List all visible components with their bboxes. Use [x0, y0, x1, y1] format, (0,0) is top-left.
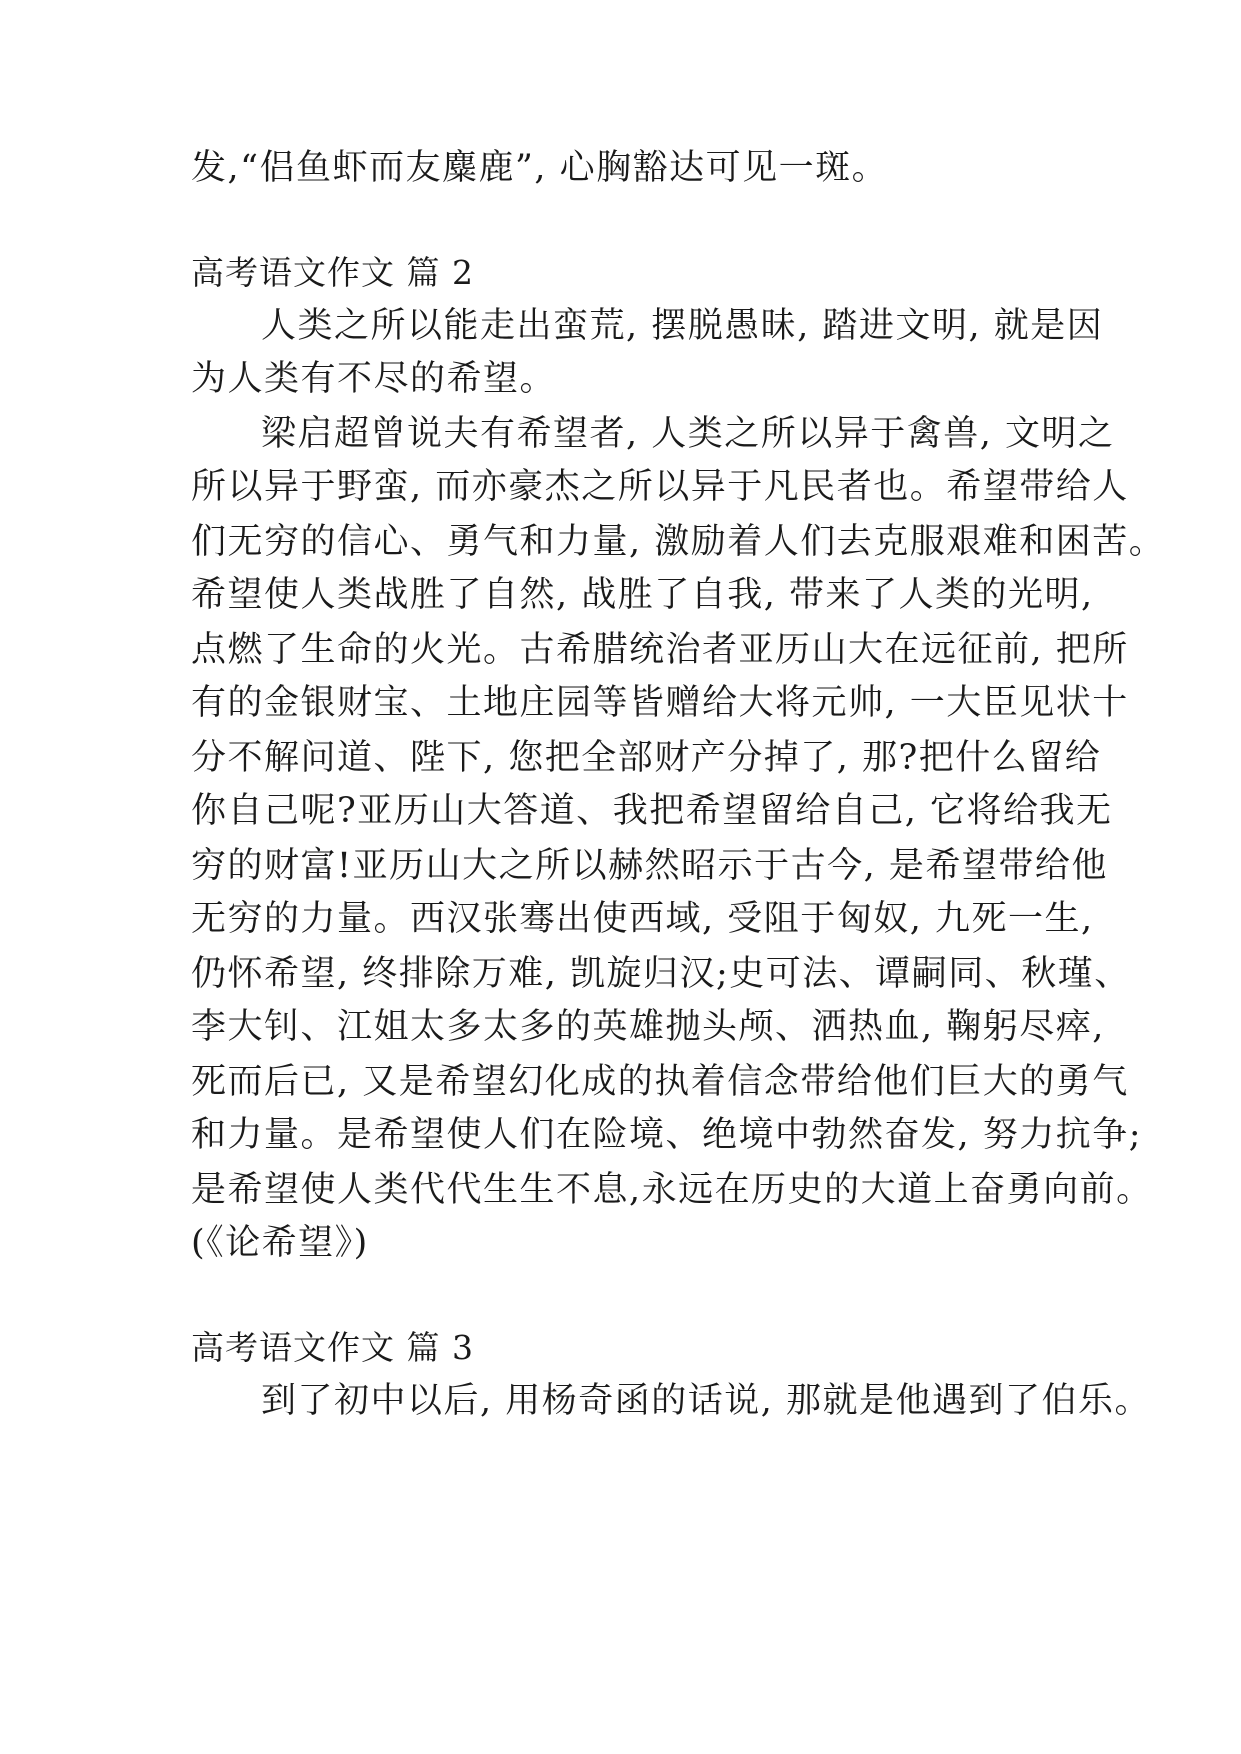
paragraph-line: 无穷的力量。西汉张骞出使西域, 受阻于匈奴, 九死一生,: [191, 899, 1094, 939]
paragraph-line: 你自己呢?亚历山大答道、我把希望留给自己, 它将给我无: [191, 791, 1113, 831]
paragraph-line: (《论希望》): [191, 1223, 369, 1263]
paragraph-line: 死而后已, 又是希望幻化成的执着信念带给他们巨大的勇气: [191, 1062, 1129, 1102]
paragraph-line: 分不解问道、陛下, 您把全部财产分掉了, 那?把什么留给: [191, 738, 1102, 778]
paragraph-line: 李大钊、江姐太多太多的英雄抛头颅、洒热血, 鞠躬尽瘁,: [191, 1007, 1105, 1047]
paragraph-line: 穷的财富!亚历山大之所以赫然昭示于古今, 是希望带给他: [191, 846, 1108, 886]
paragraph-line: 为人类有不尽的希望。: [191, 359, 557, 399]
paragraph-line: 梁启超曾说夫有希望者, 人类之所以异于禽兽, 文明之: [261, 414, 1115, 454]
paragraph-line: 所以异于野蛮, 而亦豪杰之所以异于凡民者也。希望带给人: [191, 467, 1129, 507]
section-heading: 高考语文作文 篇 2: [191, 253, 474, 292]
paragraph-line: 们无穷的信心、勇气和力量, 激励着人们去克服艰难和困苦。: [191, 522, 1166, 562]
paragraph-line: 人类之所以能走出蛮荒, 摆脱愚昧, 踏进文明, 就是因: [261, 306, 1104, 346]
paragraph-line: 希望使人类战胜了自然, 战胜了自我, 带来了人类的光明,: [191, 575, 1094, 615]
paragraph-line: 是希望使人类代代生生不息,永远在历史的大道上奋勇向前。: [191, 1170, 1153, 1210]
paragraph-line: 有的金银财宝、土地庄园等皆赠给大将元帅, 一大臣见状十: [191, 683, 1129, 723]
intro-line: 发,“侣鱼虾而友麋鹿”, 心胸豁达可见一斑。: [191, 148, 889, 188]
paragraph-line: 和力量。是希望使人们在险境、绝境中勃然奋发, 努力抗争;: [191, 1115, 1143, 1155]
paragraph-line: 点燃了生命的火光。古希腊统治者亚历山大在远征前, 把所: [191, 630, 1129, 670]
paragraph-line: 到了初中以后, 用杨奇函的话说, 那就是他遇到了伯乐。: [261, 1381, 1152, 1421]
section-heading: 高考语文作文 篇 3: [191, 1328, 474, 1367]
paragraph-line: 仍怀希望, 终排除万难, 凯旋归汉;史可法、谭嗣同、秋瑾、: [191, 954, 1131, 994]
